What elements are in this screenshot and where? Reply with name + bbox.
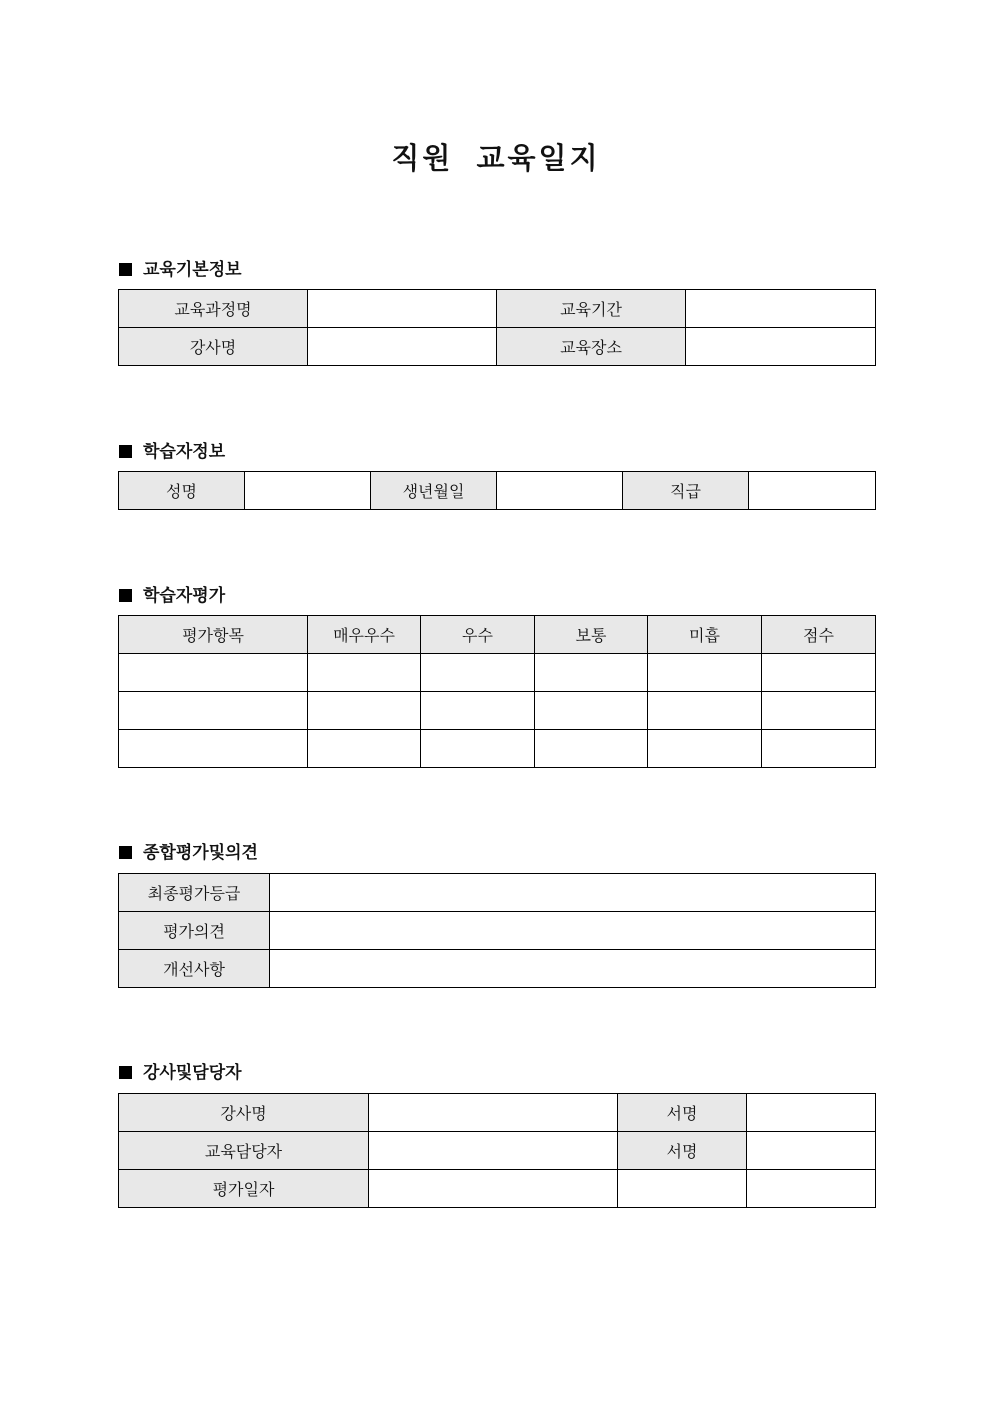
table-row [119,950,876,988]
signature-label: 서명 [618,1132,747,1170]
improvement-field[interactable] [270,950,876,988]
square-bullet-icon [119,589,132,602]
instructor-name-label: 강사명 [119,328,308,366]
improvement-label: 개선사항 [119,950,270,988]
section-heading-instructor [119,1058,242,1083]
section-label: 교육기본정보 [143,260,242,280]
birth-label: 생년월일 [371,472,497,510]
signature-label: 서명 [618,1094,747,1132]
eval-date-label: 평가일자 [119,1170,369,1208]
location-field[interactable] [686,328,876,366]
basic-info-table [118,289,876,366]
page-title: 직원 교육일지 [391,141,601,175]
section-heading-learner [119,437,225,462]
instructor-table [118,1093,876,1208]
instructor-field[interactable] [369,1094,618,1132]
opinion-field[interactable] [270,912,876,950]
blank-cell[interactable] [618,1170,747,1208]
rank-field[interactable] [749,472,876,510]
evaluation-table [118,615,876,768]
opinion-label: 평가의견 [119,912,270,950]
manager-label: 교육담당자 [119,1132,369,1170]
header-score: 점수 [762,616,876,654]
header-poor: 미흡 [648,616,762,654]
table-row [119,730,876,768]
square-bullet-icon [119,1066,132,1079]
name-field[interactable] [245,472,371,510]
good-cell[interactable] [421,654,535,692]
location-label: 교육장소 [497,328,686,366]
average-cell[interactable] [535,692,648,730]
excellent-cell[interactable] [308,692,421,730]
eval-item-cell[interactable] [119,730,308,768]
poor-cell[interactable] [648,692,762,730]
score-cell[interactable] [762,654,876,692]
eval-item-cell[interactable] [119,692,308,730]
instructor-label: 강사명 [119,1094,369,1132]
birth-field[interactable] [497,472,623,510]
signature-field[interactable] [747,1094,876,1132]
learner-info-table [118,471,876,510]
final-grade-label: 최종평가등급 [119,874,270,912]
good-cell[interactable] [421,692,535,730]
name-label: 성명 [119,472,245,510]
table-header-row [119,616,876,654]
table-row [119,1132,876,1170]
header-excellent: 매우우수 [308,616,421,654]
table-row [119,912,876,950]
section-label: 학습자정보 [143,442,226,462]
score-cell[interactable] [762,730,876,768]
section-label: 강사및담당자 [143,1063,242,1083]
header-eval-item: 평가항목 [119,616,308,654]
square-bullet-icon [119,263,132,276]
excellent-cell[interactable] [308,730,421,768]
square-bullet-icon [119,846,132,859]
table-row [119,1094,876,1132]
table-row [119,472,876,510]
average-cell[interactable] [535,730,648,768]
period-label: 교육기간 [497,290,686,328]
table-row [119,328,876,366]
final-grade-field[interactable] [270,874,876,912]
excellent-cell[interactable] [308,654,421,692]
course-name-label: 교육과정명 [119,290,308,328]
header-average: 보통 [535,616,648,654]
table-row [119,1170,876,1208]
good-cell[interactable] [421,730,535,768]
table-row [119,654,876,692]
poor-cell[interactable] [648,730,762,768]
section-heading-overall [119,838,258,863]
rank-label: 직급 [623,472,749,510]
course-name-field[interactable] [308,290,497,328]
score-cell[interactable] [762,692,876,730]
eval-date-field[interactable] [369,1170,618,1208]
section-heading-basic [119,255,242,280]
header-good: 우수 [421,616,535,654]
overall-table [118,873,876,988]
section-label: 종합평가및의견 [143,843,258,863]
average-cell[interactable] [535,654,648,692]
table-row [119,692,876,730]
section-label: 학습자평가 [143,586,226,606]
poor-cell[interactable] [648,654,762,692]
eval-item-cell[interactable] [119,654,308,692]
table-row [119,290,876,328]
section-heading-evaluation [119,581,225,606]
manager-field[interactable] [369,1132,618,1170]
blank-cell[interactable] [747,1170,876,1208]
signature-field[interactable] [747,1132,876,1170]
square-bullet-icon [119,445,132,458]
table-row [119,874,876,912]
period-field[interactable] [686,290,876,328]
instructor-name-field[interactable] [308,328,497,366]
